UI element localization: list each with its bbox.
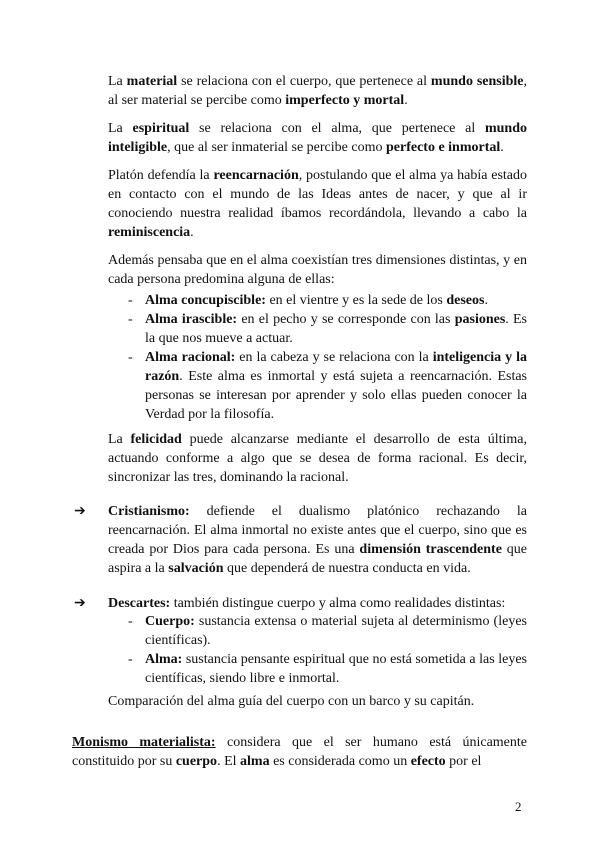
paragraph-dimensiones: Además pensaba que en el alma coexistían tres dimensiones distintas, y en cada persona predomina alguna de ellas: (108, 253, 527, 287)
page-number: 2 (515, 799, 522, 814)
paragraph-espiritual: La espiritual se relaciona con el alma, que pertenece al mundo inteligible, que al ser inmaterial se percibe como perfecto e inmortal. (108, 121, 527, 155)
descartes-list (128, 612, 527, 688)
paragraph-comparacion: Comparación del alma guía del cuerpo con un barco y su capitán. (108, 694, 475, 709)
paragraph-monismo: Monismo materialista: considera que el ser humano está únicamente constituido por su cuerpo. El alma es considerada como un efecto por el (72, 735, 527, 769)
alma-dimensions-list (128, 291, 527, 424)
arrow-icon: ➔ (74, 504, 86, 519)
arrow-icon: ➔ (74, 596, 86, 611)
paragraph-platon: Platón defendía la reencarnación, postulando que el alma ya había estado en contacto con el mundo de las Ideas antes de nacer, y que al ir conociendo nuestra realidad íbamos recordándola, llevando a cabo la reminiscencia. (108, 168, 528, 240)
list-item: - Alma irascible: en el pecho y se corresponde con las pasiones. Es la que nos mueve a actuar. (128, 312, 528, 346)
section-cristianismo: ➔ Cristianismo: defiende el dualismo platónico rechazando la reencarnación. El alma inmortal no existe antes que el cuerpo, sino que es creada por Dios para cada persona. Es una dimensión trascendente que aspira a la salvación que dependerá de nuestra conducta en vida. (74, 504, 527, 576)
list-item: - Alma racional: en la cabeza y se relaciona con la inteligencia y la razón. Este alma es inmortal y está sujeta a reencarnación. Estas personas se interesan por aprender y solo ellas pueden conocer la Verdad por la filosofía. (128, 350, 527, 422)
paragraph-material: La material se relaciona con el cuerpo, que pertenece al mundo sensible, al ser material se percibe como imperfecto y mortal. (108, 74, 527, 108)
section-descartes: ➔ Descartes: también distingue cuerpo y alma como realidades distintas: (74, 596, 506, 611)
list-item: - Cuerpo: sustancia extensa o material sujeta al determinismo (leyes científicas). (128, 614, 527, 648)
paragraph-felicidad: La felicidad puede alcanzarse mediante el desarrollo de esta última, actuando conforme a algo que se desea de forma racional. Es decir, sincronizar las tres, dominando la racional. (108, 432, 528, 485)
list-item: - Alma: sustancia pensante espiritual que no está sometida a las leyes científicas, siendo libre e inmortal. (128, 652, 527, 686)
list-item: - Alma concupiscible: en el vientre y es la sede de los deseos. (128, 293, 488, 308)
